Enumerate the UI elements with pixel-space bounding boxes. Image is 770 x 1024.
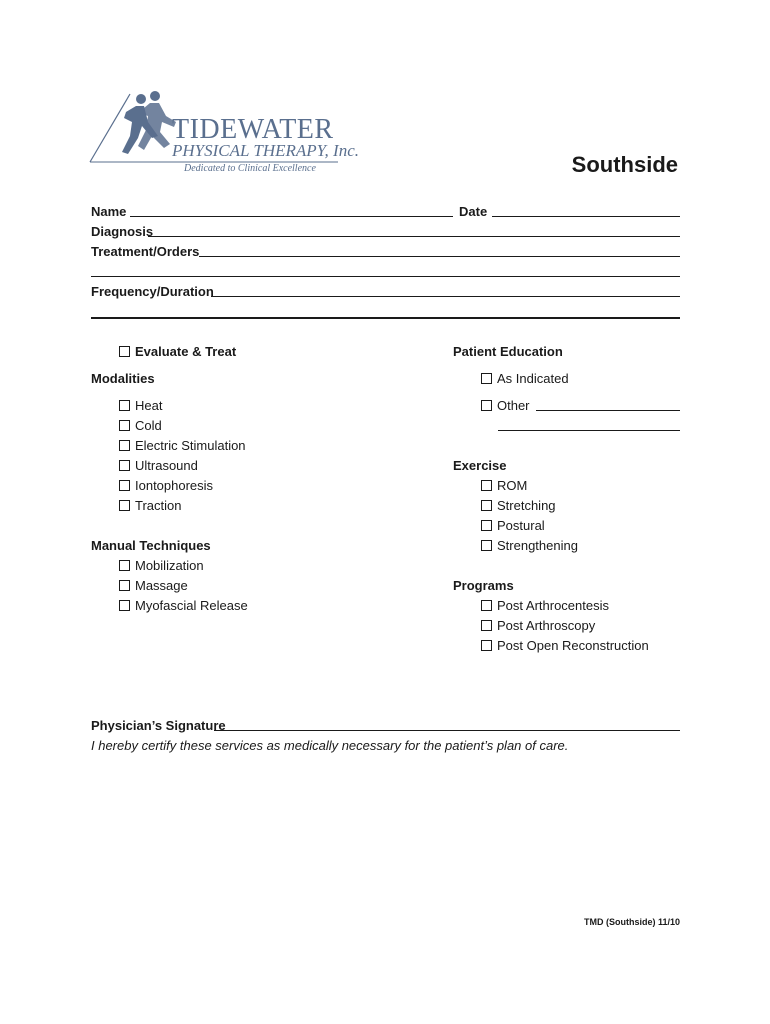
- treatment-label: Treatment/Orders: [91, 244, 200, 259]
- education-other[interactable]: Other: [481, 398, 530, 414]
- checkbox[interactable]: [481, 520, 492, 531]
- checkbox[interactable]: [119, 600, 130, 611]
- manual-myofascial-release[interactable]: Myofascial Release: [119, 598, 248, 614]
- checkbox[interactable]: [481, 400, 492, 411]
- checkbox[interactable]: [119, 480, 130, 491]
- manual-techniques-heading: Manual Techniques: [91, 538, 211, 553]
- section-divider: [91, 317, 680, 319]
- name-label: Name: [91, 204, 127, 219]
- evaluate-treat-checkbox[interactable]: [119, 346, 130, 357]
- education-other-field-line-2[interactable]: [498, 430, 680, 431]
- checkbox[interactable]: [481, 620, 492, 631]
- checkbox[interactable]: [481, 600, 492, 611]
- physician-signature-label: Physician’s Signature: [91, 718, 226, 733]
- program-post-arthroscopy[interactable]: Post Arthroscopy: [481, 618, 595, 634]
- programs-heading: Programs: [453, 578, 514, 593]
- diagnosis-field[interactable]: [148, 236, 680, 237]
- exercise-strengthening[interactable]: Strengthening: [481, 538, 578, 554]
- form-code: TMD (Southside) 11/10: [583, 917, 680, 927]
- logo-company-name: TIDEWATER: [172, 114, 334, 145]
- program-post-arthrocentesis[interactable]: Post Arthrocentesis: [481, 598, 609, 614]
- evaluate-treat-option[interactable]: Evaluate & Treat: [119, 344, 236, 360]
- manual-massage[interactable]: Massage: [119, 578, 188, 594]
- date-label: Date: [459, 204, 488, 219]
- treatment-field[interactable]: [199, 256, 680, 257]
- exercise-rom[interactable]: ROM: [481, 478, 527, 494]
- checkbox[interactable]: [119, 440, 130, 451]
- patient-education-heading: Patient Education: [453, 344, 563, 359]
- exercise-postural[interactable]: Postural: [481, 518, 545, 534]
- manual-mobilization[interactable]: Mobilization: [119, 558, 204, 574]
- frequency-label: Frequency/Duration: [91, 284, 214, 299]
- modality-ultrasound[interactable]: Ultrasound: [119, 458, 198, 474]
- modality-traction[interactable]: Traction: [119, 498, 181, 514]
- checkbox[interactable]: [481, 500, 492, 511]
- certification-statement: I hereby certify these services as medically necessary for the patient’s plan of care.: [91, 738, 569, 753]
- modality-heat[interactable]: Heat: [119, 398, 162, 414]
- checkbox[interactable]: [481, 480, 492, 491]
- date-field[interactable]: [492, 216, 680, 217]
- frequency-field[interactable]: [211, 296, 680, 297]
- program-post-open-reconstruction[interactable]: Post Open Reconstruction: [481, 638, 649, 654]
- checkbox[interactable]: [119, 500, 130, 511]
- location-title: Southside: [571, 152, 678, 177]
- diagnosis-label: Diagnosis: [91, 224, 154, 239]
- checkbox[interactable]: [119, 560, 130, 571]
- logo-tagline: Dedicated to Clinical Excellence: [184, 163, 316, 174]
- checkbox[interactable]: [481, 540, 492, 551]
- physician-signature-field[interactable]: [214, 730, 680, 731]
- modality-iontophoresis[interactable]: Iontophoresis: [119, 478, 213, 494]
- checkbox[interactable]: [481, 373, 492, 384]
- exercise-stretching[interactable]: Stretching: [481, 498, 556, 514]
- education-as-indicated[interactable]: As Indicated: [481, 371, 569, 387]
- name-field[interactable]: [130, 216, 453, 217]
- modality-electric-stimulation[interactable]: Electric Stimulation: [119, 438, 246, 454]
- logo-subtitle: PHYSICAL THERAPY, Inc.: [172, 141, 360, 160]
- checkbox[interactable]: [119, 580, 130, 591]
- checkbox[interactable]: [481, 640, 492, 651]
- exercise-heading: Exercise: [453, 458, 507, 473]
- checkbox[interactable]: [119, 420, 130, 431]
- education-other-field[interactable]: [536, 410, 680, 411]
- checkbox[interactable]: [119, 400, 130, 411]
- treatment-field-line-2[interactable]: [91, 276, 680, 277]
- modalities-heading: Modalities: [91, 371, 155, 386]
- modality-cold[interactable]: Cold: [119, 418, 162, 434]
- checkbox[interactable]: [119, 460, 130, 471]
